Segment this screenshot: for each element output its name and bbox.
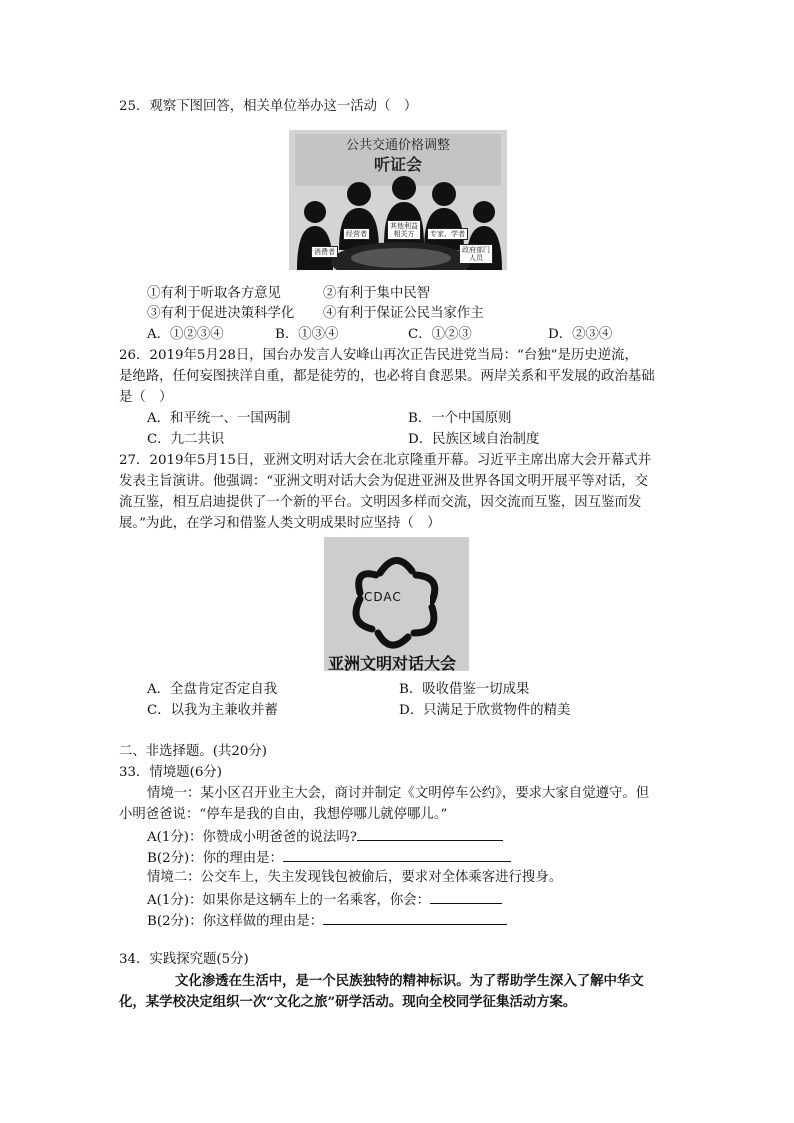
q25-choice-a: A．①②③④ bbox=[147, 327, 224, 342]
hearing-banner-line1: 公共交通价格调整 bbox=[345, 138, 450, 153]
cdac-logo-figure bbox=[324, 537, 469, 671]
q33-b2-answer-blank[interactable] bbox=[323, 910, 507, 925]
q33-a1-answer-blank[interactable] bbox=[357, 826, 503, 841]
label-other-parties: 其他利益相关方 bbox=[387, 220, 421, 240]
q27-stem-line2: 发表主旨演讲。他强调：“亚洲文明对话大会为促进亚洲及世界各国文明开展平等对话，交 bbox=[119, 474, 649, 489]
q27-choice-c: C．以我为主兼收并蓄 bbox=[147, 703, 278, 718]
q27-choice-a: A．全盘肯定否定自我 bbox=[147, 682, 278, 697]
label-experts: 专家、学者 bbox=[427, 228, 468, 240]
q33-a1-row bbox=[147, 826, 503, 848]
logo-text: CDAC bbox=[364, 590, 402, 604]
q33-a2-label: A(1分)：如果你是这辆车上的一名乘客，你会： bbox=[147, 893, 431, 908]
q33-scenario1-line1: 情境一：某小区召开业主大会，商讨并制定《文明停车公约》，要求大家自觉遵守。但 bbox=[147, 786, 650, 801]
q25-option-3: ③有利于促进决策科学化 bbox=[147, 306, 295, 321]
q33-b1-answer-blank[interactable] bbox=[283, 847, 511, 862]
q26-choice-a: A．和平统一、一国两制 bbox=[147, 411, 291, 426]
q26-stem-line2: 是绝路，任何妄图挟洋自重，都是徒劳的，也必将自食恶果。两岸关系和平发展的政治基础 bbox=[119, 369, 655, 384]
q33-b1-row bbox=[147, 847, 511, 869]
q34-body-line1: 文化渗透在生活中，是一个民族独特的精神标识。为了帮助学生深入了解中华文 bbox=[175, 973, 644, 989]
q27-stem-line4: 展。”为此，在学习和借鉴人类文明成果时应坚持（ ） bbox=[119, 516, 441, 531]
q33-b2-row bbox=[147, 910, 507, 932]
q26-choice-b: B．一个中国原则 bbox=[408, 411, 512, 426]
q26-choice-c: C．九二共识 bbox=[147, 432, 225, 447]
q25-choice-c: C．①②③ bbox=[408, 327, 472, 342]
q26-stem-line3: 是（ ） bbox=[119, 390, 173, 405]
q33-a2-row bbox=[147, 889, 502, 911]
logo-caption: 亚洲文明对话大会 bbox=[328, 654, 457, 671]
q25-option-4: ④有利于保证公民当家作主 bbox=[323, 306, 484, 321]
q33-scenario1-line2: 小明爸爸说：“停车是我的自由，我想停哪儿就停哪儿。” bbox=[119, 807, 448, 822]
q25-choice-b: B．①③④ bbox=[275, 327, 339, 342]
q27-choice-d: D．只满足于欣赏物件的精美 bbox=[399, 703, 571, 718]
hearing-illustration bbox=[289, 130, 507, 270]
label-consumer: 消费者 bbox=[311, 246, 338, 258]
q33-b1-label: B(2分)：你的理由是： bbox=[147, 851, 283, 866]
hearing-banner-line2: 听证会 bbox=[373, 155, 422, 174]
q33-title: 33．情境题(6分) bbox=[119, 765, 222, 780]
q25-choice-d: D．②③④ bbox=[548, 327, 613, 342]
q33-scenario2: 情境二：公交车上，失主发现钱包被偷后，要求对全体乘客进行搜身。 bbox=[147, 870, 563, 885]
q33-a1-label: A(1分)：你赞成小明爸爸的说法吗? bbox=[147, 830, 357, 845]
section2-heading: 二、非选择题。(共20分) bbox=[119, 744, 268, 759]
q25-stem: 25．观察下图回答，相关单位举办这一活动（ ） bbox=[119, 99, 418, 114]
q27-stem-line3: 流互鉴，相互启迪提供了一个新的平台。文明因多样而交流，因交流而互鉴，因互鉴而发 bbox=[119, 495, 642, 510]
q27-choice-b: B．吸收借鉴一切成果 bbox=[399, 682, 530, 697]
q33-a2-answer-blank[interactable] bbox=[430, 889, 502, 904]
label-operator: 经营者 bbox=[343, 228, 370, 240]
q33-b2-label: B(2分)：你这样做的理由是： bbox=[147, 914, 324, 929]
q25-option-2: ②有利于集中民智 bbox=[323, 286, 431, 301]
q26-stem-line1: 26．2019年5月28日，国台办发言人安峰山再次正告民进党当局：“台独”是历史逆流， bbox=[119, 348, 638, 363]
q34-title: 34．实践探究题(5分) bbox=[119, 952, 249, 967]
label-government: 政府部门人员 bbox=[459, 244, 493, 264]
q27-stem-line1: 27．2019年5月15日，亚洲文明对话大会在北京隆重开幕。习近平主席出席大会开幕式并 bbox=[119, 453, 651, 468]
q25-option-1: ①有利于听取各方意见 bbox=[147, 286, 281, 301]
q34-body-line2: 化，某学校决定组织一次“文化之旅”研学活动。现向全校同学征集活动方案。 bbox=[119, 994, 577, 1010]
q26-choice-d: D．民族区域自治制度 bbox=[408, 432, 540, 447]
